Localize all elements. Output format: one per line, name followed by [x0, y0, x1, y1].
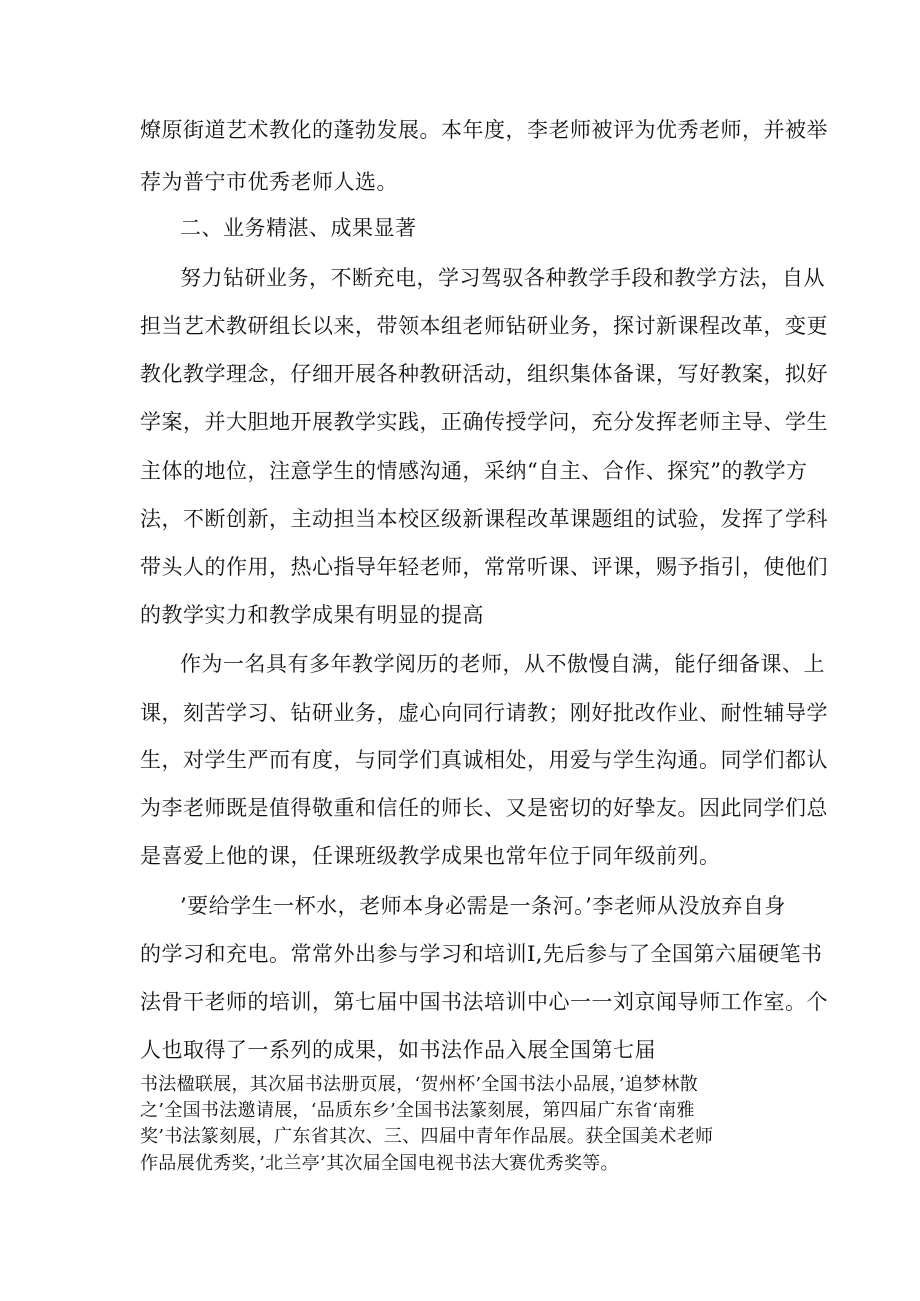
paragraph-line: 人也取得了一系列的成果，如书法作品入展全国第七届 — [140, 1038, 656, 1062]
paragraph-line: 是喜爱上他的课，任课班级教学成果也常年位于同年级前列。 — [140, 844, 721, 868]
paragraph-line: 奖’书法篆刻展，广东省其次、三、四届中青年作品展。获全国美术老师 — [140, 1126, 714, 1147]
paragraph-line: 带头人的作用，热心指导年轻老师，常常听课、评课，赐予指引，使他们 — [140, 555, 828, 579]
paragraph-line: 担当艺术教研组长以来，带领本组老师钻研业务，探讨新课程改革，变更 — [140, 314, 828, 338]
paragraph-line: 燎原街道艺术教化的蓬勃发展。本年度，李老师被评为优秀老师，并被举 — [140, 118, 828, 142]
paragraph-line: 之’全国书法邀请展，‘品质东乡’全国书法篆刻展，第四届广东省‘南雅 — [140, 1100, 695, 1121]
paragraph-line: 的学习和充电。常常外出参与学习和培训I,先后参与了全国第六届硬笔书 — [140, 942, 823, 966]
paragraph-line: 生，对学生严而有度，与同学们真诚相处，用爱与学生沟通。同学们都认 — [140, 748, 828, 772]
paragraph-line: 努力钻研业务，不断充电，学习驾驭各种教学手段和教学方法，自从 — [180, 266, 825, 290]
paragraph-line: 法骨干老师的培训，第七届中国书法培训中心一一刘京闻导师工作室。个 — [140, 990, 828, 1014]
paragraph-line: 书法楹联展，其次届书法册页展，‘贺州杯’全国书法小品展，’追梦林散 — [140, 1074, 699, 1095]
paragraph-line: 作品展优秀奖，’北兰亭’其次届全国电视书法大赛优秀奖等。 — [140, 1153, 619, 1174]
paragraph-line: 法，不断创新，主动担当本校区级新课程改革课题组的试验，发挥了学科 — [140, 507, 828, 531]
paragraph-line: 学案，并大胆地开展教学实践，正确传授学问，充分发挥老师主导、学生 — [140, 410, 828, 434]
paragraph-line: 荐为普宁市优秀老师人选。 — [140, 170, 398, 194]
paragraph-line: 主体的地位，注意学生的情感沟通，采纳“自主、合作、探究”的教学方 — [140, 459, 808, 483]
paragraph-line: ’要给学生一杯水，老师本身必需是一条河。’李老师从没放弃自身 — [180, 894, 786, 918]
paragraph-line: 为李老师既是值得敬重和信任的师长、又是密切的好挚友。因此同学们总 — [140, 796, 828, 820]
paragraph-line: 作为一名具有多年教学阅历的老师，从不傲慢自满，能仔细备课、上 — [180, 652, 825, 676]
paragraph-line: 教化教学理念，仔细开展各种教研活动，组织集体备课，写好教案，拟好 — [140, 362, 828, 386]
paragraph-line: 课，刻苦学习、钻研业务，虚心向同行请教；刚好批改作业、耐性辅导学 — [140, 701, 828, 725]
paragraph-line: 的教学实力和教学成果有明显的提高 — [140, 603, 484, 627]
section-heading: 二、业务精湛、成果显著 — [180, 216, 417, 240]
